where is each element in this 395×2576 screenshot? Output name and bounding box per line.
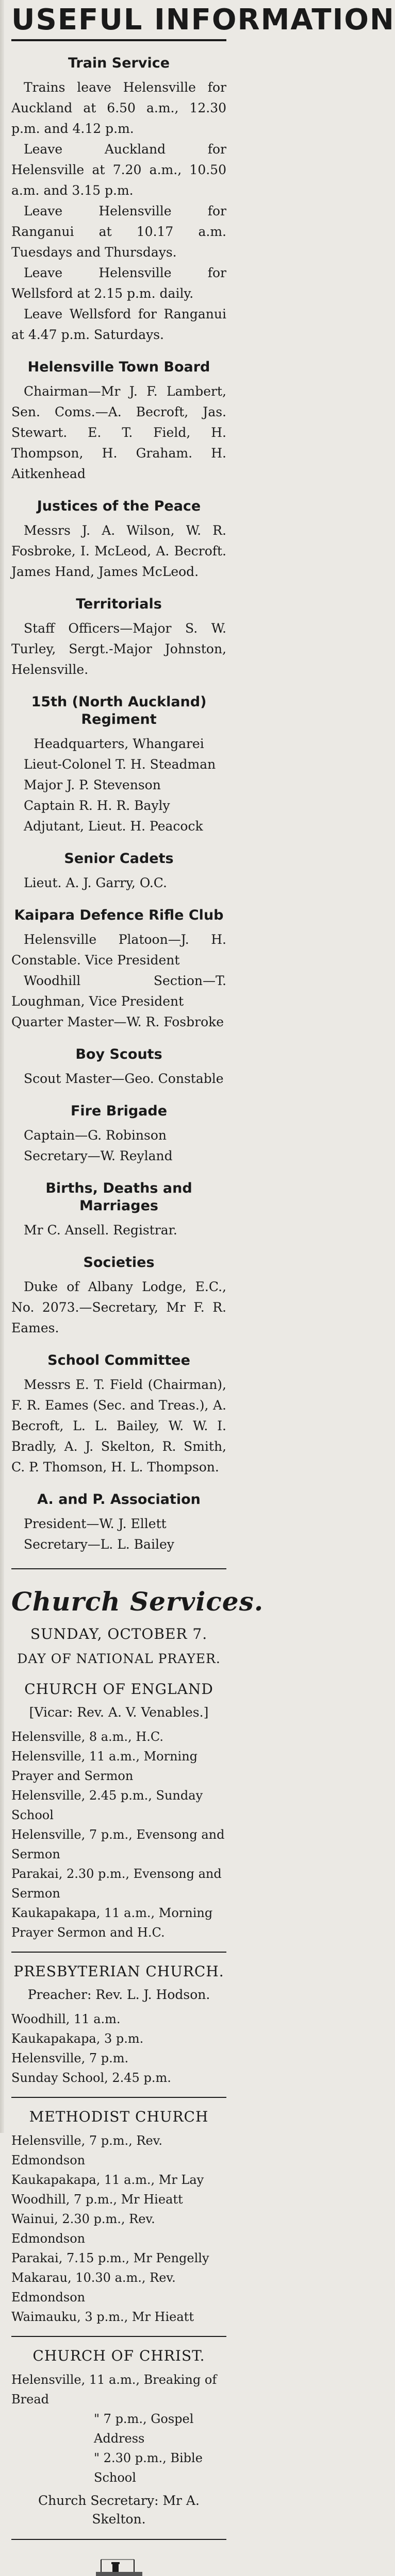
school-committee-heading: School Committee xyxy=(47,1352,190,1368)
fire-brigade-line: Captain—G. Robinson xyxy=(24,1128,167,1143)
rifle-club-line: Quarter Master—W. R. Fosbroke xyxy=(11,1014,224,1029)
rifle-club-line: Helensville Platoon—J. H. Constable. Vice President xyxy=(11,932,226,968)
train-service-heading: Train Service xyxy=(68,55,170,71)
steamship-icon xyxy=(80,2557,158,2576)
prayer-day: DAY OF NATIONAL PRAYER. xyxy=(17,1651,221,1666)
church-divider xyxy=(11,2097,226,2098)
ap-association-line: President—W. J. Ellett xyxy=(24,1516,167,1531)
church-services-heading: Church Services. xyxy=(11,1586,264,1617)
methodist-line: Woodhill, 7 p.m., Mr Hieatt xyxy=(11,2192,183,2207)
rifle-club-line: Woodhill Section—T. Loughman, Vice President xyxy=(11,973,226,1009)
church-england-line: Parakai, 2.30 p.m., Evensong and Sermon xyxy=(11,1867,222,1901)
regiment-line: Adjutant, Lieut. H. Peacock xyxy=(24,819,203,834)
town-board-text: Chairman—Mr J. F. Lambert, Sen. Coms.—A. Becroft, Jas. Stewart. E. T. Field, H. Thompson, H. Graham. H. Aitkenhead xyxy=(11,384,226,481)
section-rule xyxy=(11,1568,226,1569)
train-service-line: Leave Wellsford for Ranganui at 4.47 p.m. Saturdays. xyxy=(11,307,226,342)
church-divider xyxy=(11,2336,226,2337)
presbyterian-line: Kaukapakapa, 3 p.m. xyxy=(11,2031,144,2046)
ap-association-line: Secretary—L. L. Bailey xyxy=(24,1537,174,1552)
church-england-line: Kaukapakapa, 11 a.m., Morning Prayer Sermon and H.C. xyxy=(11,1906,213,1940)
territorials-heading: Territorials xyxy=(76,596,162,612)
train-service-line: Leave Helensville for Wellsford at 2.15 p.m. daily. xyxy=(11,265,226,301)
justices-text: Messrs J. A. Wilson, W. R. Fosbroke, I. McLeod, A. Becroft. James Hand, James McLeod. xyxy=(11,523,226,579)
town-board-heading: Helensville Town Board xyxy=(27,359,210,375)
methodist-line: Waimauku, 3 p.m., Mr Hieatt xyxy=(11,2310,194,2324)
rifle-club-heading: Kaipara Defence Rifle Club xyxy=(14,907,224,923)
church-divider xyxy=(11,1952,226,1953)
births-heading: Births, Deaths and Marriages xyxy=(45,1180,192,1214)
church-of-christ-secretary: Church Secretary: Mr A. Skelton. xyxy=(38,2493,200,2527)
births-text: Mr C. Ansell. Registrar. xyxy=(24,1223,177,1238)
presbyterian-line: Sunday School, 2.45 p.m. xyxy=(11,2071,171,2085)
church-of-christ-title: CHURCH OF CHRIST. xyxy=(32,2347,205,2364)
regiment-line: Captain R. H. R. Bayly xyxy=(24,798,170,813)
church-england-line: Helensville, 8 a.m., H.C. xyxy=(11,1730,164,1744)
presbyterian-line: Helensville, 7 p.m. xyxy=(11,2051,129,2065)
methodist-line: Makarau, 10.30 a.m., Rev. Edmondson xyxy=(11,2270,176,2304)
church-england-title: CHURCH OF ENGLAND xyxy=(24,1681,213,1698)
regiment-heading: 15th (North Auckland) Regiment xyxy=(31,694,207,727)
methodist-line: Parakai, 7.15 p.m., Mr Pengelly xyxy=(11,2251,209,2265)
church-england-line: Helensville, 7 p.m., Evensong and Sermon xyxy=(11,1827,225,1861)
senior-cadets-heading: Senior Cadets xyxy=(64,851,174,867)
service-date: SUNDAY, OCTOBER 7. xyxy=(30,1625,208,1642)
territorials-text: Staff Officers—Major S. W. Turley, Sergt.-Major Johnston, Helensville. xyxy=(11,621,226,677)
societies-text: Duke of Albany Lodge, E.C., No. 2073.—Secretary, Mr F. R. Eames. xyxy=(11,1279,226,1335)
methodist-line: Helensville, 7 p.m., Rev. Edmondson xyxy=(11,2133,162,2167)
regiment-line: Lieut-Colonel T. H. Steadman xyxy=(24,757,216,772)
ap-association-heading: A. and P. Association xyxy=(37,1492,201,1507)
church-of-christ-line: Helensville, 11 a.m., Breaking of Bread xyxy=(11,2372,217,2406)
methodist-line: Wainui, 2.30 p.m., Rev. Edmondson xyxy=(11,2212,155,2246)
school-committee-text: Messrs E. T. Field (Chairman), F. R. Eames (Sec. and Treas.), A. Becroft, L. L. Bailey, W. W. I. Bradly, A. J. Skelton, R. Smith, C. P. Thomson, H. L. Thompson. xyxy=(11,1377,226,1475)
regiment-line: Major J. P. Stevenson xyxy=(24,777,161,792)
church-of-christ-line: " 7 p.m., Gospel Address xyxy=(94,2412,194,2446)
presbyterian-line: Woodhill, 11 a.m. xyxy=(11,2012,121,2026)
justices-heading: Justices of the Peace xyxy=(37,498,201,514)
church-england-line: Helensville, 2.45 p.m., Sunday School xyxy=(11,1788,203,1822)
methodist-line: Kaukapakapa, 11 a.m., Mr Lay xyxy=(11,2173,204,2187)
presbyterian-title: PRESBYTERIAN CHURCH. xyxy=(13,1963,224,1980)
church-of-christ-line: " 2.30 p.m., Bible School xyxy=(94,2451,203,2485)
title-rule xyxy=(11,39,226,41)
church-england-vicar: [Vicar: Rev. A. V. Venables.] xyxy=(29,1705,209,1720)
senior-cadets-text: Lieut. A. J. Garry, O.C. xyxy=(24,875,167,890)
section-rule xyxy=(11,2539,226,2540)
boy-scouts-heading: Boy Scouts xyxy=(75,1046,162,1062)
train-service-line: Leave Helensville for Ranganui at 10.17 a.m. Tuesdays and Thursdays. xyxy=(11,204,226,260)
regiment-line: Headquarters, Whangarei xyxy=(34,736,204,751)
boy-scouts-text: Scout Master—Geo. Constable xyxy=(24,1071,224,1086)
presbyterian-preacher: Preacher: Rev. L. J. Hodson. xyxy=(27,1987,210,2002)
fire-brigade-line: Secretary—W. Reyland xyxy=(24,1148,173,1163)
church-england-line: Helensville, 11 a.m., Morning Prayer and Sermon xyxy=(11,1749,198,1783)
fire-brigade-heading: Fire Brigade xyxy=(70,1103,168,1119)
methodist-title: METHODIST CHURCH xyxy=(29,2108,209,2125)
page-title: USEFUL INFORMATION xyxy=(11,3,395,37)
train-service-line: Leave Auckland for Helensville at 7.20 a.m., 10.50 a.m. and 3.15 p.m. xyxy=(11,142,226,198)
societies-heading: Societies xyxy=(83,1255,155,1270)
train-service-line: Trains leave Helensville for Auckland at 6.50 a.m., 12.30 p.m. and 4.12 p.m. xyxy=(11,80,226,136)
